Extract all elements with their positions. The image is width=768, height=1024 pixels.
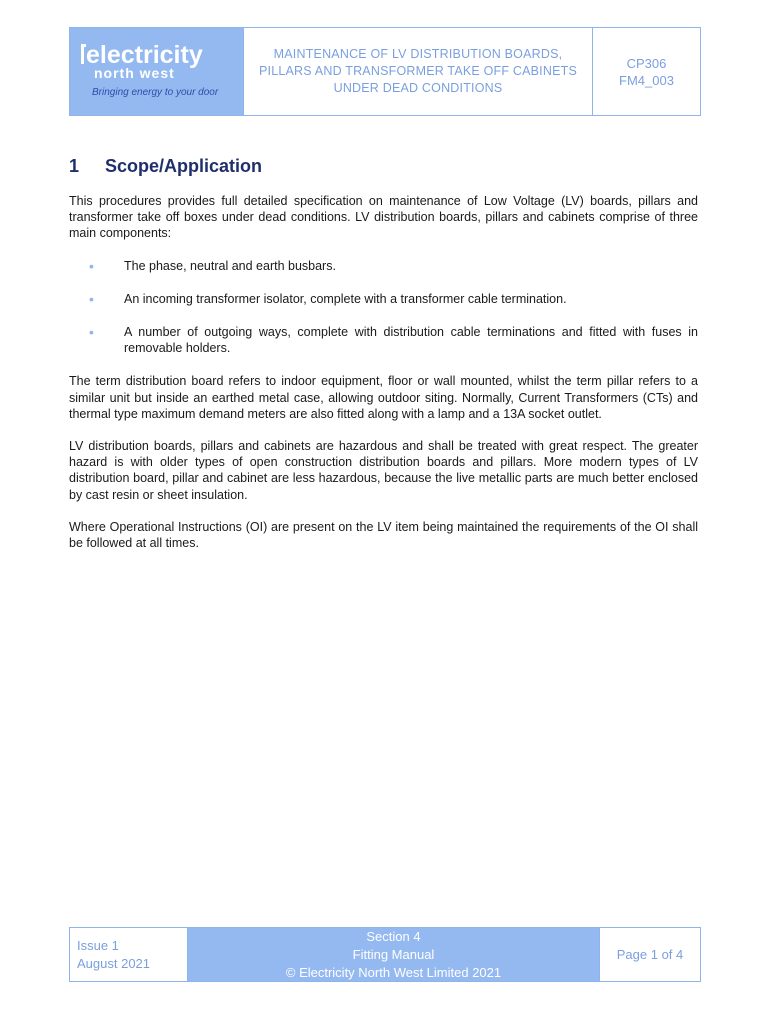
title-line-2: PILLARS AND TRANSFORMER TAKE OFF CABINETS — [259, 64, 577, 78]
section-number: 1 — [69, 156, 80, 176]
form-number: FM4_003 — [619, 72, 674, 88]
bullet-icon: • — [89, 290, 94, 307]
issue-number: Issue 1 — [77, 937, 119, 953]
list-item — [69, 258, 698, 274]
document-title — [244, 28, 593, 115]
page-footer — [69, 927, 701, 982]
bullet-icon: • — [89, 257, 94, 274]
footer-manual: Fitting Manual — [352, 946, 435, 962]
title-line-3: UNDER DEAD CONDITIONS — [333, 81, 503, 95]
title-line-1: MAINTENANCE OF LV DISTRIBUTION BOARDS, — [273, 47, 563, 61]
code-number: CP306 — [626, 55, 667, 71]
paragraph: Where Operational Instructions (OI) are present on the LV item being maintained the requirements of the OI shall be followed at all times. — [69, 519, 698, 551]
paragraph: The term distribution board refers to indoor equipment, floor or wall mounted, whilst the term pillar refers to a similar unit but inside an earthed metal case, allowing outdoor siting. Normally, Current Transformers (CTs) and thermal type maximum demand meters are also fitted along with a lamp and a 13A socket outlet. — [69, 374, 698, 421]
document-code — [593, 28, 700, 115]
list-item-text: A number of outgoing ways, complete with distribution cable terminations and fitted with fuses in removable holders. — [124, 325, 698, 356]
list-item-text: The phase, neutral and earth busbars. — [124, 258, 336, 273]
issue-info — [70, 928, 188, 981]
component-list — [69, 258, 698, 357]
logo-line2: north west — [94, 65, 175, 81]
footer-section: Section 4 — [366, 928, 421, 944]
intro-paragraph: This procedures provides full detailed specification on maintenance of Low Voltage (LV) boards, pillars and transformer take off boxes under dead conditions. LV distribution boards, pillars and cabinets comprise of three main components: — [69, 194, 698, 241]
body-content — [69, 193, 698, 567]
list-item — [69, 291, 698, 307]
page-header — [69, 27, 701, 116]
logo-line1: electricity — [86, 41, 203, 69]
footer-copyright: © Electricity North West Limited 2021 — [285, 964, 502, 980]
section-title: Scope/Application — [105, 156, 263, 176]
manual-info — [188, 928, 599, 981]
paragraph: LV distribution boards, pillars and cabinets are hazardous and shall be treated with great respect. The greater hazard is with older types of open construction distribution boards and pillars. More modern types of LV distribution board, pillar and cabinet are less hazardous, because the live metallic parts are much better enclosed by cast resin or sheet insulation. — [69, 439, 698, 502]
logo-tagline: Bringing energy to your door — [92, 87, 219, 98]
issue-date: August 2021 — [77, 955, 151, 971]
page-number: Page 1 of 4 — [599, 928, 700, 981]
section-heading — [69, 156, 262, 177]
list-item-text: An incoming transformer isolator, complete with a transformer cable termination. — [124, 291, 567, 306]
company-logo — [70, 28, 244, 115]
bullet-icon: • — [89, 324, 94, 341]
list-item — [69, 324, 698, 356]
